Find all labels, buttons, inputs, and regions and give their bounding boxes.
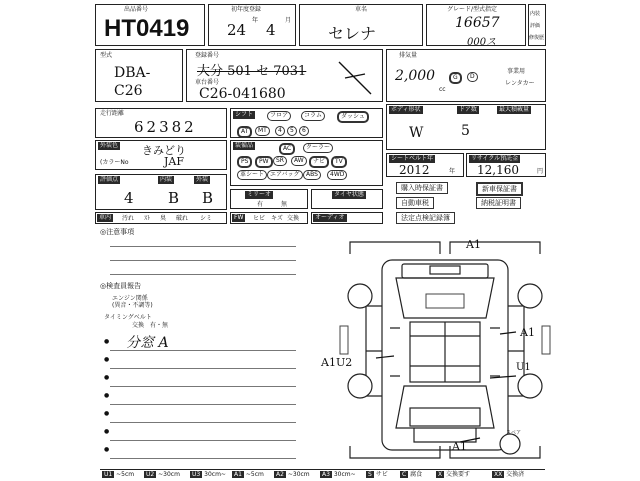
interior-grade-value: B — [168, 189, 180, 207]
body-label: ボディ形状 — [391, 106, 421, 113]
inspector-line-1 — [110, 350, 296, 351]
recycle-label: リサイクル預託金 — [471, 155, 519, 162]
inspector-line-3 — [110, 386, 296, 387]
interior-condition-label: 車内 — [99, 214, 112, 221]
inspector-note: 分窓 A — [126, 335, 169, 351]
damage-mark-left: A1U2 — [321, 356, 353, 369]
damage-mark-bottom: A1 — [452, 440, 467, 453]
trans-mt-option[interactable]: MT — [255, 126, 270, 136]
color-no-label: (カラーNo — [100, 159, 129, 166]
shift-dash-option[interactable]: ダッシュ — [337, 111, 369, 123]
side-labels-box — [528, 4, 546, 46]
shift-label: シフト — [235, 111, 254, 118]
inspector-line-6 — [110, 440, 296, 441]
shift-floor-option[interactable]: フロア — [267, 111, 291, 121]
rental-label: レンタカー — [505, 80, 535, 87]
bullet-2: ● — [104, 356, 110, 363]
grades-box — [95, 174, 227, 210]
smoke-yes[interactable]: 有 — [257, 201, 264, 208]
color-no-value: JAF — [164, 155, 184, 168]
model-name-label: 車名 — [355, 6, 368, 13]
interior-stain[interactable]: シミ — [200, 215, 213, 222]
gear-5-option[interactable]: 5 — [287, 126, 297, 136]
first-registration-label: 初年度登録 — [231, 6, 262, 13]
fw-crack[interactable]: ヒビ — [253, 215, 266, 222]
bullet-6: ● — [104, 428, 110, 435]
inspector-line-7 — [110, 458, 296, 459]
interior-condition-box — [95, 212, 227, 224]
mileage-box — [95, 108, 227, 138]
year-unit: 年 — [252, 17, 259, 24]
equip-cooler-option[interactable]: クーラー — [303, 143, 333, 153]
recycle-unit: 円 — [537, 168, 544, 175]
exterior-grade-value: B — [202, 189, 214, 207]
audio-box — [311, 212, 383, 224]
notes-line-2 — [110, 260, 296, 261]
equip-sr-option[interactable]: SR — [273, 156, 287, 166]
purchase-warranty-button[interactable]: 購入時保証書 — [396, 182, 448, 194]
fw-replace[interactable]: 交換 — [287, 215, 300, 222]
exterior-grade-label: 外装 — [196, 176, 209, 183]
fw-box — [230, 212, 308, 224]
bullet-3: ● — [104, 374, 110, 381]
first-registration-box — [208, 4, 296, 46]
gear-6-option[interactable]: 6 — [299, 126, 309, 136]
legend-a2: A2 ~30cm — [276, 471, 310, 478]
grade-box — [426, 4, 526, 46]
capacity-label: 最大積載量 — [499, 106, 530, 113]
equip-leather-option[interactable]: 革シート — [237, 170, 267, 180]
tire-label: タイヤ状態 — [334, 191, 364, 198]
lot-number-box — [95, 4, 205, 46]
legend-a3: A3 30cm~ — [322, 471, 356, 478]
side-label-1: 内装 — [530, 11, 541, 17]
grade-sub: 000ス — [467, 37, 497, 48]
engine-sub: (異音・不調等) — [112, 302, 153, 309]
eval-value: 4 — [124, 189, 134, 207]
legend-c: C 腐食 — [402, 471, 423, 478]
gear-4-option[interactable]: 4 — [275, 126, 285, 136]
type-value: DBA-C26 — [114, 65, 151, 99]
model-name: セレナ — [328, 24, 377, 43]
legend-xx: XX 交換済 — [494, 471, 525, 478]
interior-odor[interactable]: 臭 — [160, 215, 167, 222]
eval-label: 評価点 — [100, 176, 119, 183]
exterior-color-box — [95, 140, 227, 170]
month-value: 4 — [266, 21, 276, 39]
car-damage-diagram — [330, 236, 560, 466]
interior-st[interactable]: ｽﾄ — [144, 215, 151, 222]
fuel-gasoline-option[interactable]: G — [449, 72, 462, 84]
grade-value: 16657 — [455, 15, 500, 31]
equip-airbag-option[interactable]: エアバッグ — [267, 170, 303, 180]
type-box — [95, 49, 183, 102]
fw-scratch[interactable]: キズ — [271, 215, 283, 222]
new-car-warranty-button[interactable]: 新車保証書 — [476, 182, 523, 196]
bullet-1: ● — [104, 338, 110, 345]
timing-label: タイミングベルト — [104, 314, 152, 321]
seatbelt-value: 2012 — [399, 163, 430, 177]
displacement-value: 2,000 — [395, 68, 436, 84]
registration-box — [186, 49, 383, 102]
equip-ps-option[interactable]: PS — [237, 156, 252, 168]
side-label-2: 評価 — [530, 23, 541, 29]
legend-u1: U1 ~5cm — [104, 471, 135, 478]
year-value: 24 — [227, 21, 247, 39]
interior-tear[interactable]: 破れ — [176, 215, 189, 222]
legend-u2: U2 ~30cm — [146, 471, 180, 478]
model-name-box — [299, 4, 423, 46]
inspector-line-2 — [110, 368, 296, 369]
doors-value: 5 — [461, 123, 470, 139]
exterior-value: きみどり — [142, 144, 186, 157]
legend-x: X 交換要す — [438, 471, 471, 478]
displacement-label: 排気量 — [399, 52, 418, 59]
lot-number-label: 出品番号 — [124, 6, 149, 13]
maintenance-record-button[interactable]: 法定点検記録簿 — [396, 212, 455, 224]
timing-options: 交換 有・無 — [132, 322, 169, 329]
doors-label: ドア数 — [459, 106, 477, 113]
inspector-line-4 — [110, 404, 296, 405]
interior-grade-label: 内装 — [160, 176, 173, 183]
smoke-label: ミリーオ — [247, 191, 271, 198]
reg-label: 登録番号 — [195, 52, 220, 59]
equipment-label: 装備品 — [235, 142, 254, 149]
type-label: 型式 — [100, 52, 113, 59]
recycle-value: 12,160 — [477, 163, 519, 177]
equipment-box — [230, 140, 383, 186]
legend-a1: A1 ~5cm — [234, 471, 264, 478]
lot-number: HT0419 — [104, 15, 190, 42]
smoke-box — [230, 189, 308, 209]
damage-mark-right: A1 — [520, 326, 535, 339]
shift-column-option[interactable]: コラム — [301, 111, 325, 121]
vin-label: 車台番号 — [195, 79, 220, 86]
inspector-line-5 — [110, 422, 296, 423]
notes-line-1 — [110, 246, 296, 247]
tire-box — [311, 189, 383, 209]
fuel-diesel-option[interactable]: D — [467, 72, 478, 82]
bullet-7: ● — [104, 446, 110, 453]
displacement-box — [386, 49, 546, 102]
equip-navi-option[interactable]: ナビ — [309, 156, 329, 168]
mileage-value: 62382 — [134, 118, 197, 136]
equip-pw-option[interactable]: PW — [255, 156, 273, 168]
equip-abs-option[interactable]: ABS — [303, 170, 321, 180]
fw-label: FW — [234, 214, 244, 221]
equip-tv-option[interactable]: TV — [331, 156, 347, 168]
month-unit: 月 — [285, 17, 292, 24]
strike-icon — [335, 58, 375, 100]
tax-certificate-button[interactable]: 納税証明書 — [476, 197, 521, 209]
displacement-unit: cc — [439, 86, 446, 93]
reg-value: 大分 501 セ 7031 — [197, 64, 307, 79]
audio-label: オーディオ — [315, 214, 345, 221]
damage-mark-right-lower: U1 — [516, 362, 531, 373]
bullet-5: ● — [104, 410, 110, 417]
equip-4wd-option[interactable]: 4WD — [327, 170, 347, 180]
seatbelt-box — [386, 153, 464, 177]
smoke-no[interactable]: 無 — [281, 201, 288, 208]
legend-s: S サビ — [368, 471, 388, 478]
vin-value: C26-041680 — [199, 86, 286, 102]
seatbelt-unit: 年 — [449, 168, 456, 175]
engine-label: エンジン関係 — [112, 295, 148, 302]
inspector-label: ◎検査員報告 — [100, 282, 142, 290]
seatbelt-label: シートベルト年 — [391, 155, 434, 162]
bullet-4: ● — [104, 392, 110, 399]
body-box — [386, 104, 546, 150]
interior-dirt[interactable]: 汚れ — [122, 215, 135, 222]
equip-ac-option[interactable]: AC — [279, 143, 295, 155]
notes-label: ◎注意事項 — [100, 228, 135, 236]
exterior-label: 外装色 — [100, 142, 119, 149]
side-label-3: 修復歴 — [529, 35, 545, 41]
notes-line-3 — [110, 274, 296, 275]
business-use-label: 事業用 — [507, 68, 526, 75]
recycle-box — [466, 153, 546, 177]
equip-aw-option[interactable]: AW — [291, 156, 307, 166]
shift-box — [230, 108, 383, 138]
mileage-label: 走行距離 — [100, 110, 125, 117]
damage-mark-top: A1 — [466, 238, 481, 251]
trans-at-option[interactable]: AT — [237, 126, 252, 138]
spare-label: スペア — [506, 430, 522, 436]
legend-u3: U3 30cm~ — [192, 471, 226, 478]
body-value: W — [409, 125, 424, 141]
grade-label: グレード/型式指定 — [447, 6, 498, 13]
auto-tax-button[interactable]: 自動車税 — [396, 197, 434, 209]
